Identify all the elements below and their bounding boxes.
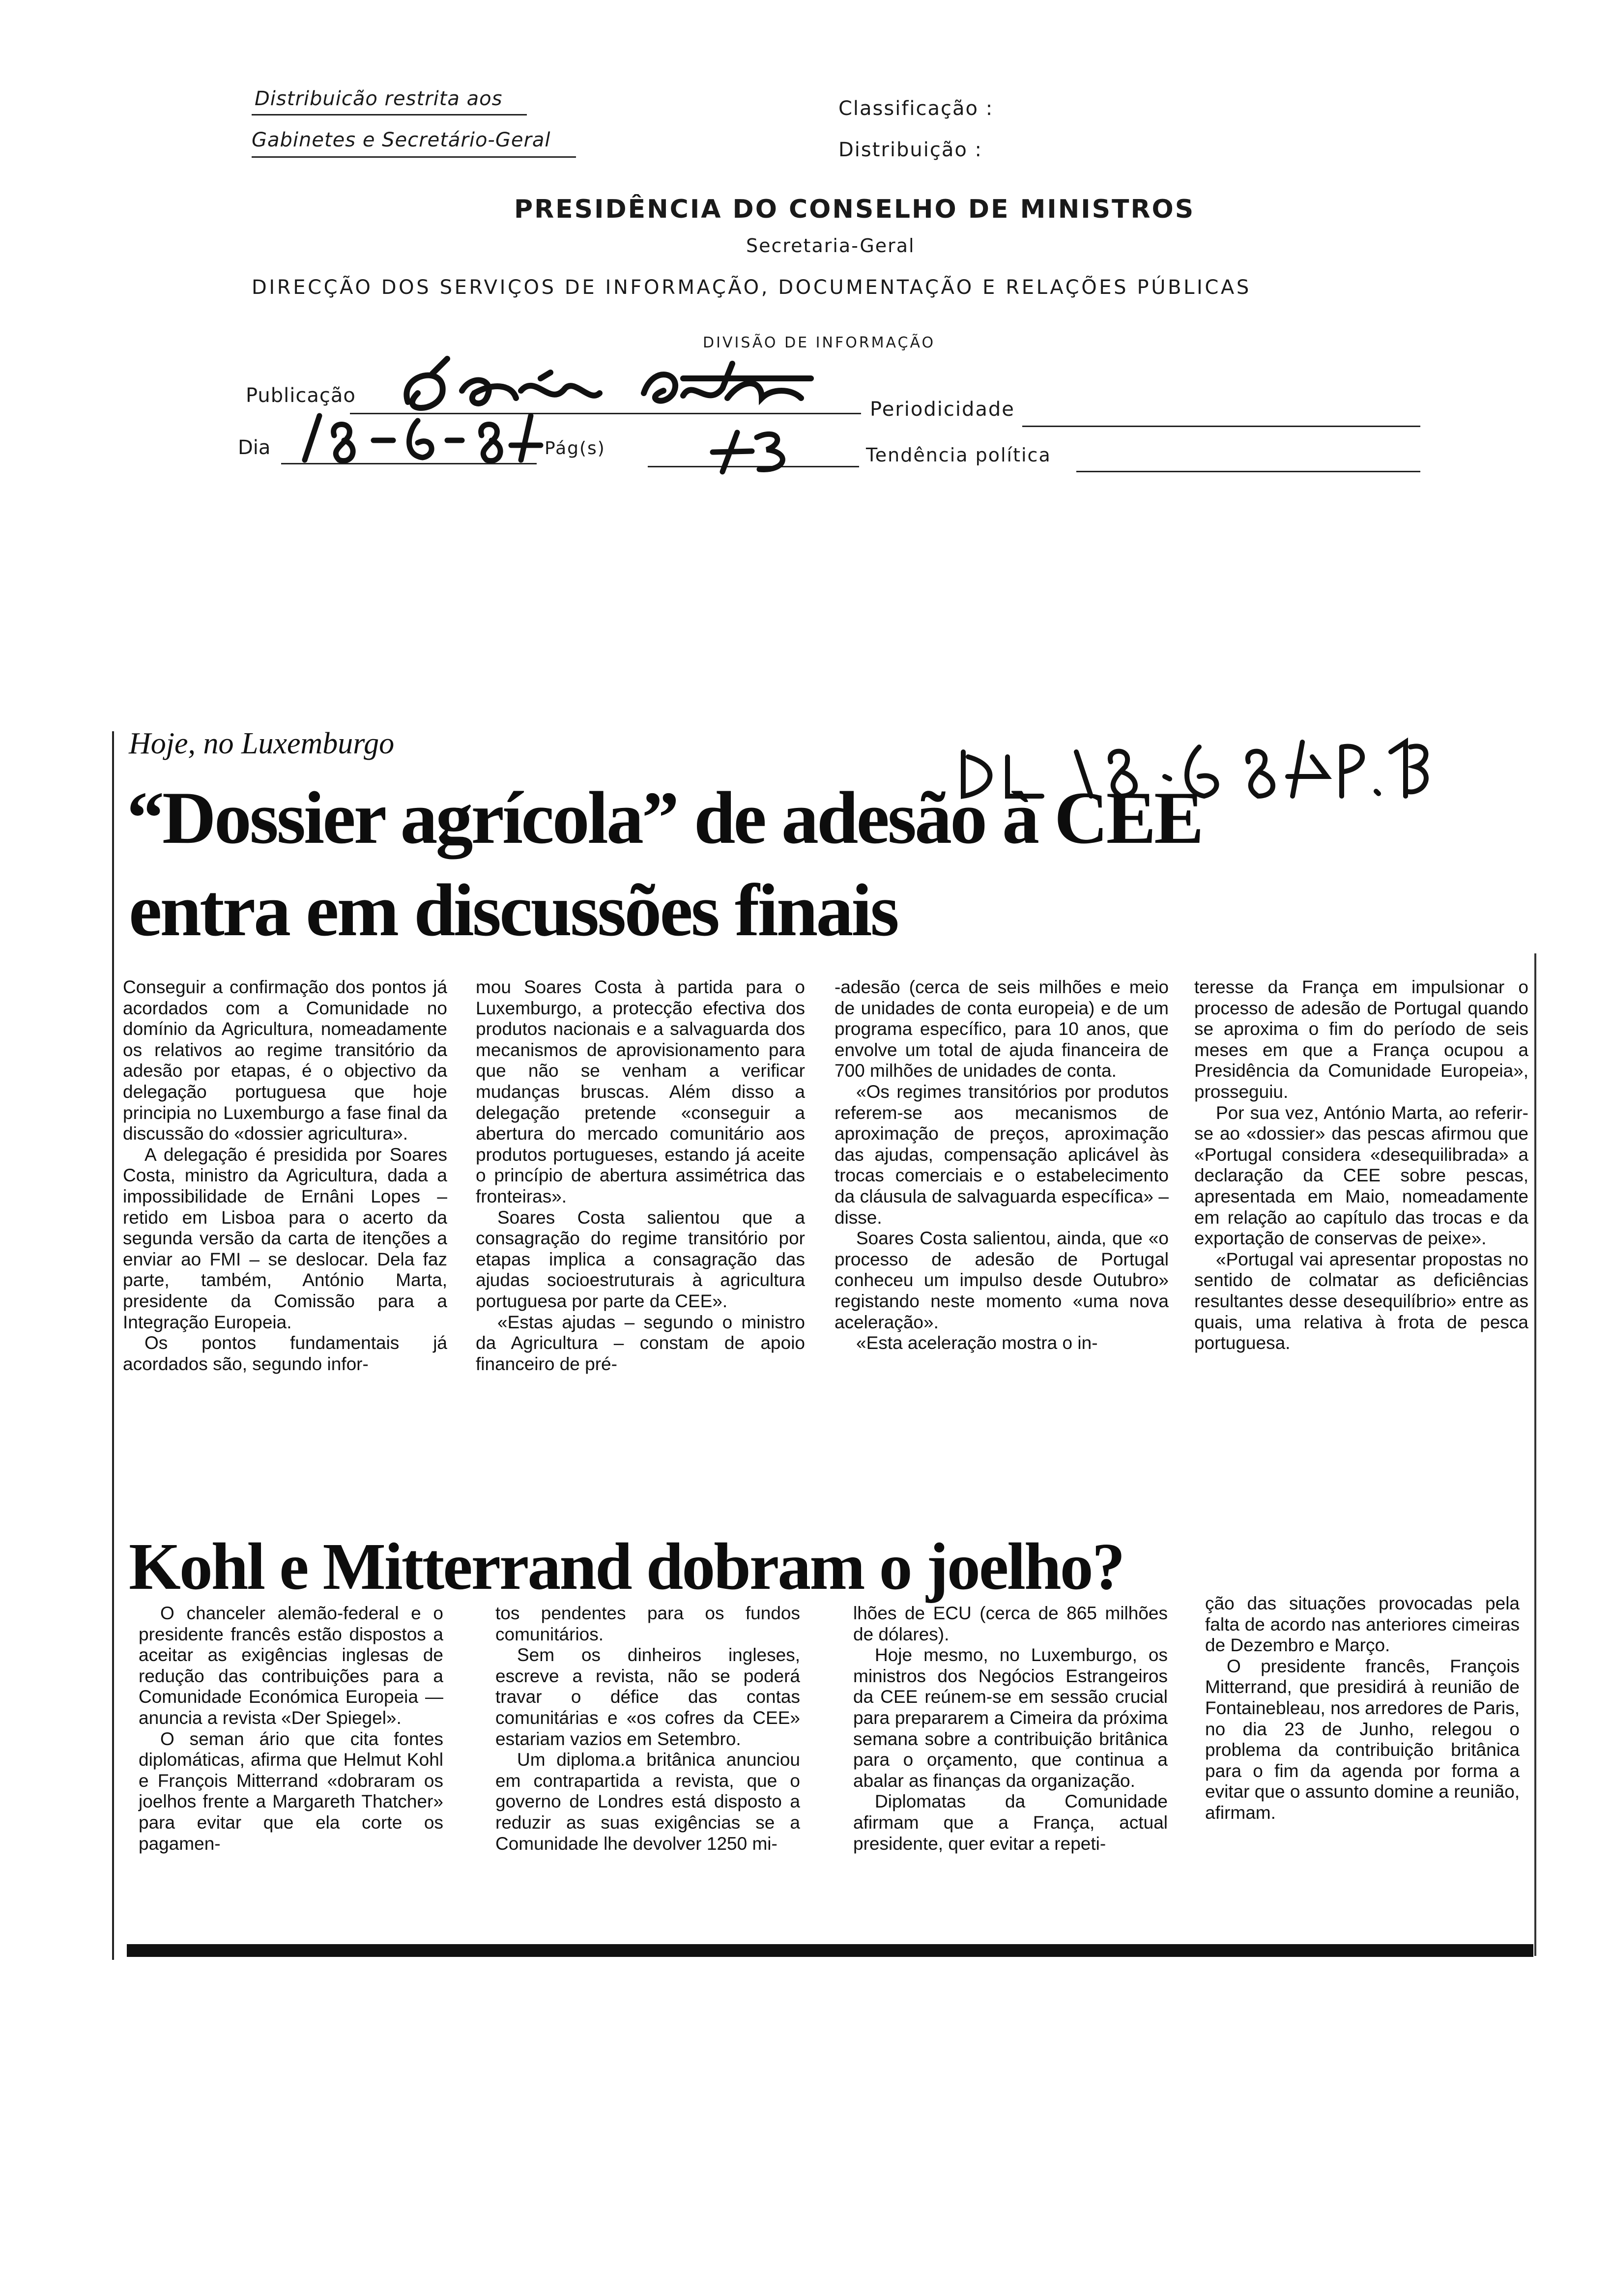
article1-col3-para-3: Soares Costa salientou, ainda, que «o processo de adesão de Portugal conheceu um impulso desde Outubro» registando neste momento «uma nova aceleração». — [835, 1228, 1169, 1332]
article1-col1-para-2: A delegação é presidida por Soares Costa, ministro da Agricultura, dada a impossibilidade de Ernâni Lopes – retido em Lisboa para o acerto da segunda versão da carta de itenções a enviar ao FMI – se deslocar. Dela faz parte, também, António Marta, presidente da Comissão para a Integração Europeia. — [123, 1144, 447, 1332]
periodicidade-label: Periodicidade — [870, 398, 1015, 421]
article1-column-2 — [476, 977, 805, 1375]
pags-label: Pág(s) — [545, 438, 605, 459]
article2-headline: Kohl e Mitterrand dobram o joelho? — [129, 1530, 1124, 1604]
article1-col2-para-2: Soares Costa salientou que a consagração do regime transitório por etapas implica a consagração das ajudas socioestruturais à agricultura portuguesa por parte da CEE». — [476, 1207, 805, 1311]
article2-col1-para-2: O seman ário que cita fontes diplomáticas, afirma que Helmut Kohl e François Mitterrand «dobraram os joelhos frente a Margareth Thatcher» para evitar que ela corte os pagamen- — [139, 1728, 443, 1854]
clipping-left-edge — [112, 731, 114, 1960]
article2-col4-para-2: O presidente francês, François Mitterrand, que presidirá à reunião de Fontainebleau, nos arredores de Paris, no dia 23 de Junho, relegou o problema da contribuição britânica para o fim da agenda por forma a evitar que o assunto domine a reunião, afirmam. — [1205, 1656, 1520, 1823]
divisao-line: DIVISÃO DE INFORMAÇÃO — [703, 334, 936, 351]
distribution-line-1: Distribuicão restrita aos — [255, 87, 503, 110]
tendencia-label: Tendência política — [866, 444, 1051, 466]
article2-col3-para-2: Hoje mesmo, no Luxemburgo, os ministros dos Negócios Estrangeiros da CEE reúnem-se em sessão crucial para prepararem a Cimeira da próxima semana sobre a contribuição britânica para o orçamento, que continua a abalar as finanças da organização. — [853, 1645, 1168, 1791]
article2-col1-para-1: O chanceler alemão-federal e o presidente francês estão dispostos a aceitar as exigências inglesas de redução das contribuições para a Comunidade Económica Europeia — anuncia a revista «Der Spiegel». — [139, 1603, 443, 1728]
article2-column-1 — [139, 1603, 443, 1854]
org-title: PRESIDÊNCIA DO CONSELHO DE MINISTROS — [514, 195, 1195, 224]
article1-col3-para-1: -adesão (cerca de seis milhões e meio de unidades de conta europeia) e de um programa específico, para 10 anos, que envolve um total de ajuda financeira de 700 milhões de unidades de conta. — [835, 977, 1169, 1081]
article2-col2-para-3: Um diploma.a britânica anunciou em contrapartida a revista, que o governo de Londres está disposto a reduzir as suas exigências se a Comunidade lhe devolver 1250 mi- — [495, 1750, 800, 1854]
clipping-right-edge — [1534, 953, 1536, 1956]
article2-column-4 — [1205, 1593, 1520, 1824]
pags-handwritten — [703, 423, 801, 477]
article1-col4-para-3: «Portugal vai apresentar propostas no sentido de colmatar as deficiências resultantes desse desequilíbrio» entre as quais, uma relativa à frota de pesca portuguesa. — [1194, 1249, 1528, 1353]
article1-col3-para-2: «Os regimes transitórios por produtos referem-se aos mecanismos de aproximação de preços, aproximação das ajudas, compensação aplicável às trocas comerciais e o estabelecimento da cláusula de salvaguarda específica» – disse. — [835, 1081, 1169, 1228]
classificacao-label: Classificação : — [838, 97, 994, 120]
clipping-bottom-bar — [127, 1944, 1533, 1957]
article1-headline-line-2: entra em discussões finais — [129, 869, 897, 951]
article1-col1-para-1: Conseguir a confirmação dos pontos já acordados com a Comunidade no domínio da Agricultura, nomeadamente os relativos ao regime transitório da adesão por etapas, é o objectivo da delegação portuguesa que hoje principia no Luxemburgo a fase final da discussão do «dossier agricultura». — [123, 977, 447, 1144]
article2-column-2 — [495, 1603, 800, 1854]
article2-col2-para-2: Sem os dinheiros ingleses, escreve a revista, não se poderá travar o défice das contas comunitárias e «os cofres da CEE» estariam vazios em Setembro. — [495, 1645, 800, 1749]
article1-col4-para-1: teresse da França em impulsionar o processo de adesão de Portugal quando se aproxima o fim do período de seis meses em que a França ocupou a Presidência da Comunidade Europeia», prosseguiu. — [1194, 977, 1528, 1102]
distribution-line-2: Gabinetes e Secretário-Geral — [252, 129, 551, 151]
article1-column-1 — [123, 977, 447, 1375]
article1-column-3 — [835, 977, 1169, 1354]
dia-label: Dia — [238, 436, 271, 459]
publicacao-label: Publicação — [246, 384, 356, 407]
article1-kicker: Hoje, no Luxemburgo — [129, 727, 395, 760]
article1-col2-para-1: mou Soares Costa à partida para o Luxemburgo, a protecção efectiva dos produtos nacionais e a salvaguarda dos mecanismos de aprovisionamento para que não se venham a verificar mudanças bruscas. Além disso a delegação pretende «conseguir a abertura do mercado comunitário aos produtos portugueses, estando já aceite o princípio de abertura assimétrica das fronteiras». — [476, 977, 805, 1206]
article1-headline-line-1: “Dossier agrícola” de adesão à CEE — [127, 776, 1202, 859]
tendencia-rule — [1076, 471, 1420, 472]
article1-col4-para-2: Por sua vez, António Marta, ao referir-se ao «dossier» das pescas afirmou que «Portugal considera «desequilibrada» a declaração da CEE sobre pescas, apresentada em Maio, nomeadamente em relação ao capítulo das trocas e da exportação de conservas de peixe». — [1194, 1102, 1528, 1249]
periodicidade-rule — [1022, 426, 1420, 427]
article1-column-4 — [1194, 977, 1528, 1354]
article2-col4-para-1: ção das situações provocadas pela falta de acordo nas anteriores cimeiras de Dezembro e Março. — [1205, 1593, 1520, 1656]
distribution-rule-2 — [252, 156, 576, 158]
secretaria: Secretaria-Geral — [746, 235, 915, 257]
article2-col3-para-3: Diplomatas da Comunidade afirmam que a França, actual presidente, quer evitar a repeti- — [853, 1791, 1168, 1854]
article2-col3-para-1: lhões de ECU (cerca de 865 milhões de dólares). — [853, 1603, 1168, 1644]
dia-handwriting-icon — [290, 401, 546, 470]
distribuicao-label: Distribuição : — [838, 139, 983, 161]
direccao-line: DIRECÇÃO DOS SERVIÇOS DE INFORMAÇÃO, DOCUMENTAÇÃO E RELAÇÕES PÚBLICAS — [252, 276, 1251, 299]
article2-col2-para-1: tos pendentes para os fundos comunitários. — [495, 1603, 800, 1644]
article1-col2-para-3: «Estas ajudas – segundo o ministro da Agricultura – constam de apoio financeiro de pré- — [476, 1312, 805, 1374]
article1-col1-para-3: Os pontos fundamentais já acordados são, segundo infor- — [123, 1333, 447, 1374]
article2-column-3 — [853, 1603, 1168, 1854]
pags-handwriting-icon — [703, 423, 801, 477]
article1-col3-para-4: «Esta aceleração mostra o in- — [856, 1333, 1098, 1353]
distribution-rule-1 — [252, 114, 527, 115]
dia-handwritten — [290, 401, 546, 470]
